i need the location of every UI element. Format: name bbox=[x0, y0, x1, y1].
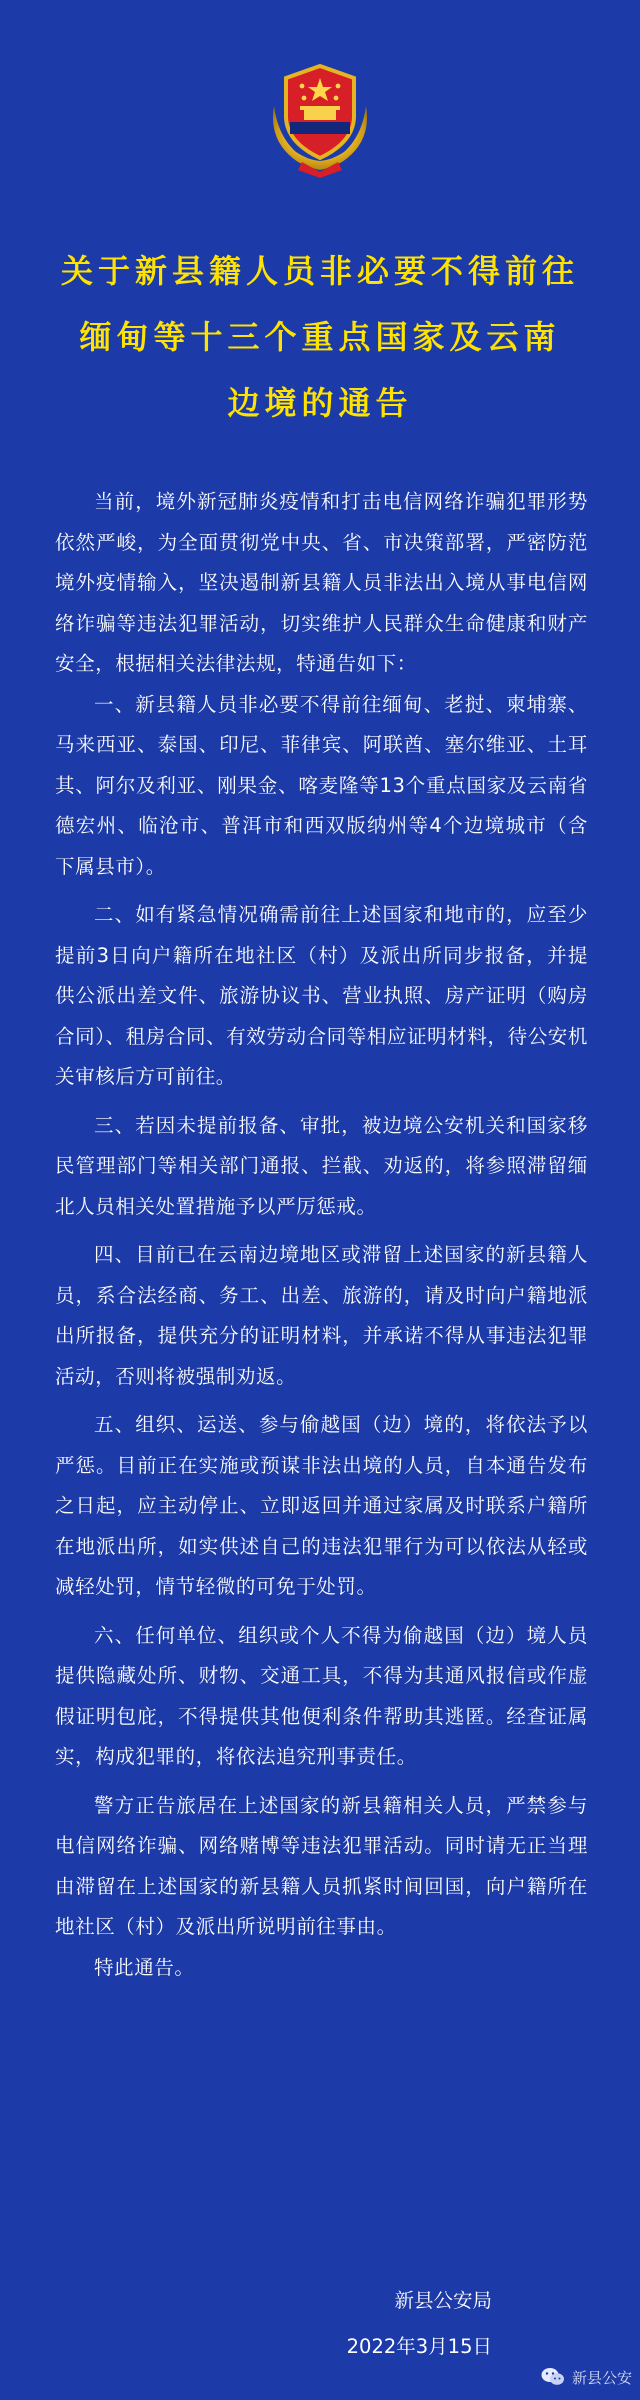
wechat-icon bbox=[540, 2364, 566, 2390]
title-line: 边境的通告 bbox=[227, 384, 413, 422]
watermark-text: 新县公安 bbox=[571, 2368, 632, 2387]
article-3: 三、若因未提前报备、审批，被边境公安机关和国家移民管理部门等相关部门通报、拦截、劝返的，将参照滞留缅北人员相关处置措施予以严厉惩戒。 bbox=[55, 1113, 588, 1218]
watermark bbox=[540, 2364, 632, 2390]
title-line: 关于新县籍人员非必要不得前往 bbox=[60, 252, 579, 290]
article-5: 五、组织、运送、参与偷越国（边）境的，将依法予以严惩。目前正在实施或预谋非法出境的人员，自本通告发布之日起，应主动停止、立即返回并通过家属及时联系户籍所在地派出所，如实供述自己的违法犯罪行为可以依法从轻或减轻处罚，情节轻微的可免于处罚。 bbox=[55, 1413, 588, 1598]
article-1: 一、新县籍人员非必要不得前往缅甸、老挝、柬埔寨、马来西亚、泰国、印尼、菲律宾、阿联酋、塞尔维亚、土耳其、阿尔及利亚、刚果金、喀麦隆等13个重点国家及云南省德宏州、临沧市、普洱市和西双版纳州等4个边境城市（含下属县市）。 bbox=[55, 692, 588, 878]
issue-date: 2022年3月15日 bbox=[346, 2335, 492, 2358]
police-emblem-icon bbox=[258, 56, 382, 180]
article-2: 二、如有紧急情况确需前往上述国家和地市的，应至少提前3日向户籍所在地社区（村）及派出所同步报备，并提供公派出差文件、旅游协议书、营业执照、房产证明（购房合同）、租房合同、有效劳动合同等相应证明材料，待公安机关审核后方可前往。 bbox=[55, 903, 588, 1088]
issuer: 新县公安局 bbox=[394, 2289, 492, 2312]
notice-body bbox=[55, 482, 588, 1988]
title-line: 缅甸等十三个重点国家及云南 bbox=[79, 318, 561, 356]
notice-title bbox=[30, 238, 610, 436]
intro-paragraph: 当前，境外新冠肺炎疫情和打击电信网络诈骗犯罪形势依然严峻，为全面贯彻党中央、省、市决策部署，严密防范境外疫情输入，坚决遏制新县籍人员非法出入境从事电信网络诈骗等违法犯罪活动，切实维护人民群众生命健康和财产安全，根据相关法律法规，特通告如下： bbox=[55, 490, 588, 675]
warning-paragraph: 警方正告旅居在上述国家的新县籍相关人员，严禁参与电信网络诈骗、网络赌博等违法犯罪活动。同时请无正当理由滞留在上述国家的新县籍人员抓紧时间回国，向户籍所在地社区（村）及派出所说明前往事由。 bbox=[55, 1793, 588, 1938]
article-4: 四、目前已在云南边境地区或滞留上述国家的新县籍人员，系合法经商、务工、出差、旅游的，请及时向户籍地派出所报备，提供充分的证明材料，并承诺不得从事违法犯罪活动，否则将被强制劝返。 bbox=[55, 1243, 588, 1388]
closing-paragraph: 特此通告。 bbox=[94, 1955, 195, 1979]
signature-block bbox=[347, 2278, 492, 2370]
article-6: 六、任何单位、组织或个人不得为偷越国（边）境人员提供隐藏处所、财物、交通工具，不得为其通风报信或作虚假证明包庇，不得提供其他便利条件帮助其逃匿。经查证属实，构成犯罪的，将依法追究刑事责任。 bbox=[55, 1623, 588, 1768]
